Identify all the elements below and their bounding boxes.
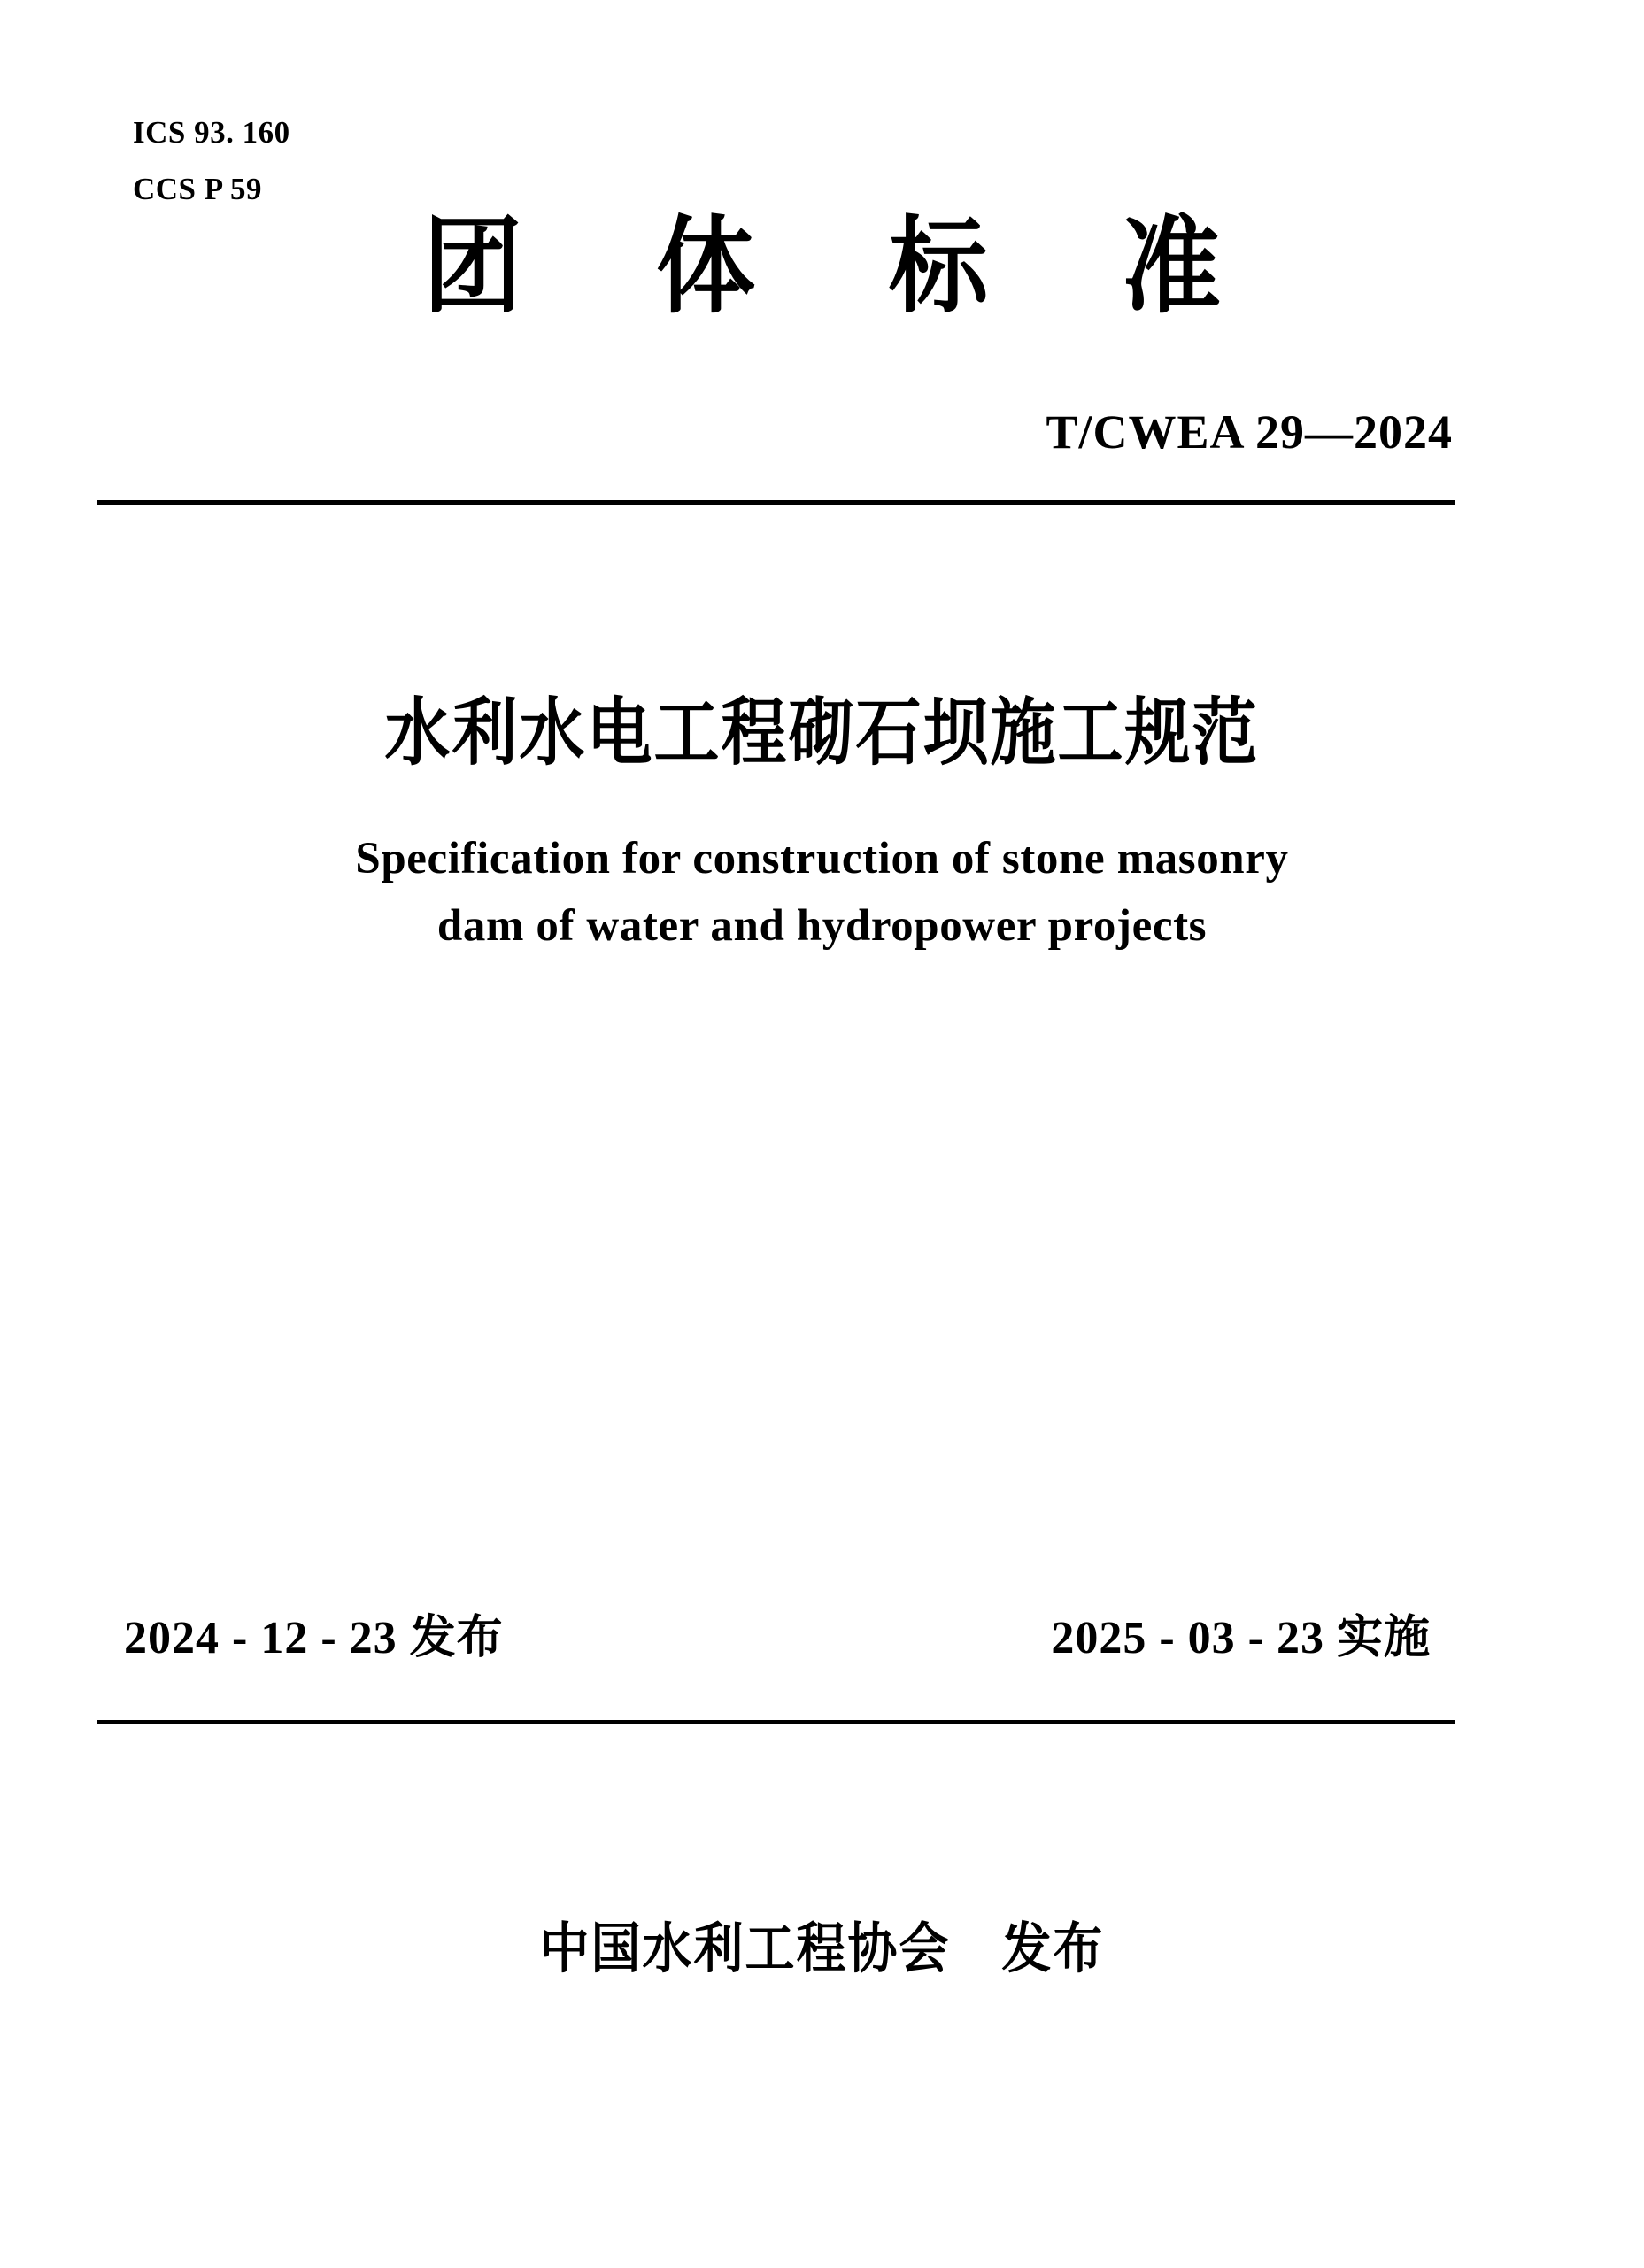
title-english-line-2: dam of water and hydropower projects	[436, 901, 1208, 951]
publisher-line: 中国水利工程协会 发布	[539, 1917, 1105, 1981]
ccs-code: CCS P 59	[133, 172, 262, 206]
footer-divider-rule	[97, 1720, 1455, 1724]
effective-date: 2025 - 03 - 23 实施	[1051, 1613, 1431, 1663]
header-divider-rule	[97, 500, 1455, 505]
title-english-line-1: Specification for construction of stone masonry	[355, 834, 1289, 883]
issue-date: 2024 - 12 - 23 发布	[124, 1613, 504, 1663]
standard-type-heading	[0, 205, 1644, 328]
date-row	[97, 1609, 1455, 1668]
title-chinese: 水利水电工程砌石坝施工规范	[384, 690, 1260, 776]
ics-code: ICS 93. 160	[133, 115, 290, 150]
standard-number: T/CWEA 29—2024	[1046, 405, 1453, 459]
standard-type-text: 团 体 标 准	[423, 206, 1270, 328]
title-block	[0, 682, 1644, 960]
title-english	[0, 825, 1644, 960]
classification-codes	[133, 104, 753, 218]
